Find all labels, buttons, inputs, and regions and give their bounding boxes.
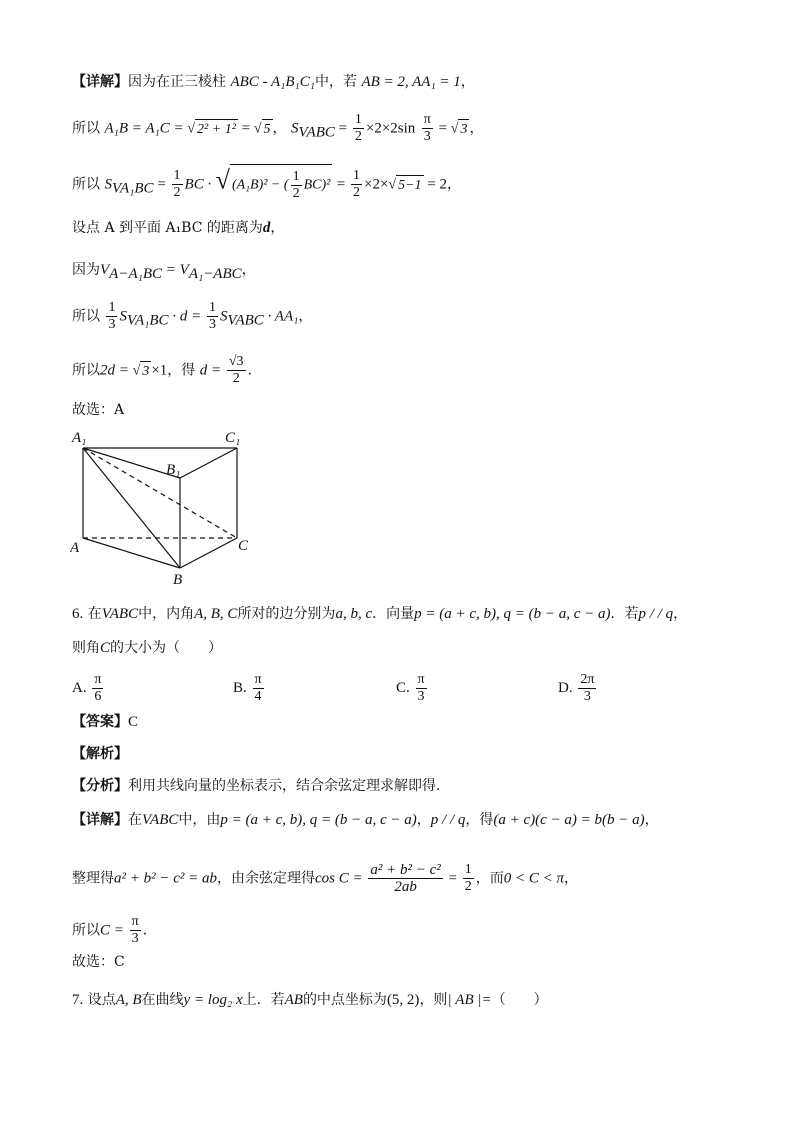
edge-a-b xyxy=(83,538,180,568)
label-c1: C₁ xyxy=(225,430,241,446)
label-a: A xyxy=(70,540,80,556)
p6-final: 故选：C xyxy=(72,954,125,970)
p6-zheng: 整理得a² + b² − c² = ab，由余弦定理得cos C = $\frac{\text{a² + b² − c²}}{2ab}$ = $\frac{1}{2}$ ，而0 < C < π， xyxy=(72,862,579,895)
option-c: C. $\frac{\pi}{3}$ xyxy=(396,672,425,704)
fraction: $\frac{1}{2}$ xyxy=(354,112,362,144)
p5-line2: 所以 A₁B = A₁C = √ 2² + 1² = √ 5 ， $S_{VABC}$ = $\frac{1}{2}$ ×2×2sin $\frac{\pi}{3}$ = √ 3 ， xyxy=(72,112,484,144)
p6-jiexi: 【解析】 xyxy=(72,746,128,762)
p6-so: 所以C = $\frac{\pi}{3}$ . xyxy=(72,914,148,946)
question-number: 6. xyxy=(72,606,84,622)
label-a1: A₁ xyxy=(72,430,87,446)
p5-line6: 所以 $\frac{1}{3}$ $S_{VA_1BC} \cdot d$ = $\frac{1}{3}$ $S_{VABC} \cdot AA_1$， xyxy=(72,300,313,332)
sqrt-radicand: (A₁B)² − ( $\frac{1}{2}$ BC)² xyxy=(230,164,332,202)
p6-answer: 【答案】C xyxy=(72,714,139,730)
detail-tag: 【详解】 xyxy=(72,74,128,90)
p7-stem: 7. 设点A, B在曲线y = log₂ x上．若AB的中点坐标为(5, 2)，则| AB |=（ ） xyxy=(72,992,548,1008)
option-b: B. $\frac{\pi}{4}$ xyxy=(233,672,262,704)
label-b: B xyxy=(173,572,183,588)
p5-line1: 【详解】因为在正三棱柱 ABC - A₁B₁C₁中，若 AB = 2, AA₁ = 1， xyxy=(72,74,475,90)
edge-b-c xyxy=(180,538,237,568)
p6-fenxi: 【分析】利用共线向量的坐标表示，结合余弦定理求解即得. xyxy=(72,778,441,794)
p5-line4: 设点 A 到平面 A₁BC 的距离为d， xyxy=(72,220,285,236)
option-d: D. $\frac{2\pi}{3}$ xyxy=(558,672,595,704)
edge-b1-c1 xyxy=(180,448,237,478)
p6-stem: 6. 在VABC中，内角A, B, C所对的边分别为a, b, c．向量p = (a + c, b), q = (b − a, c − a)．若p / / q， xyxy=(72,606,688,622)
p5-line5: 因为$V_{A-A_1BC} = V_{A_1-ABC}$， xyxy=(72,262,256,282)
p6-detail: 【详解】在VABC中，由p = (a + c, b), q = (b − a, c − a)，p / / q，得(a + c)(c − a) = b(b − a)， xyxy=(72,812,659,828)
fraction: $\frac{\pi}{3}$ xyxy=(423,112,431,144)
edge-a1-c-dashed xyxy=(83,448,237,538)
prism-figure xyxy=(70,428,270,588)
question-number: 7. xyxy=(72,992,84,1008)
p5-line3: 所以 $S_{VA_1BC}$ = $\frac{1}{2}$ BC · √ (A₁B)² − ( $\frac{1}{2}$ BC)² = $\frac{1}{2}$ ×2×√ 5−1 = 2， xyxy=(72,165,462,201)
option-a: A. $\frac{\pi}{6}$ xyxy=(72,672,102,704)
label-b1: B₁ xyxy=(166,462,181,478)
fraction: $\frac{1}{2}$ xyxy=(173,168,181,201)
p6-stem2: 则角C的大小为（ ） xyxy=(72,640,223,656)
p5-answer: 故选：A xyxy=(72,402,125,418)
label-c: C xyxy=(238,538,249,554)
p5-line7: 所以2d = √ 3 ×1，得 d = $\frac{√3}{2}$ . xyxy=(72,354,252,386)
